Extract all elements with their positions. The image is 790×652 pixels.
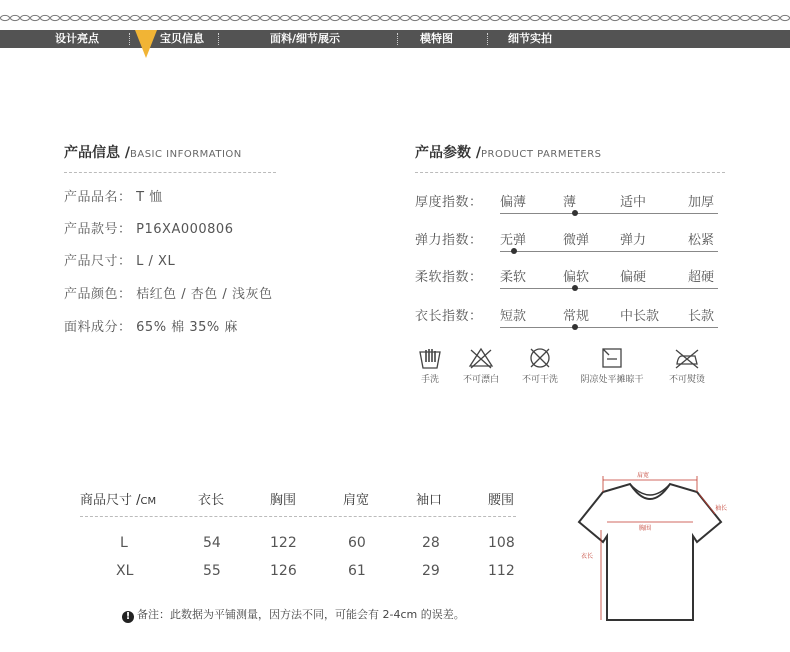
table-cell: 60 bbox=[348, 535, 366, 551]
table-cell: 55 bbox=[203, 563, 221, 579]
table-cell: 28 bbox=[422, 535, 440, 551]
product-params-title: 产品参数 /PRODUCT PARMETERS bbox=[415, 145, 602, 161]
size-col-length: 衣长 bbox=[198, 493, 225, 508]
nav-item-design-highlights[interactable]: 设计亮点 bbox=[55, 32, 99, 45]
param-option: 微弹 bbox=[563, 233, 590, 248]
size-label: L bbox=[120, 535, 128, 551]
no-iron-icon bbox=[673, 346, 701, 370]
param-option: 偏软 bbox=[563, 270, 590, 285]
info-row-style-number: 产品款号： P16XA000806 bbox=[64, 222, 234, 237]
sleeve-measure-line bbox=[699, 494, 715, 514]
param-option: 无弹 bbox=[500, 233, 527, 248]
info-row-fabric: 面料成分： 65% 棉 35% 麻 bbox=[64, 320, 238, 335]
size-table-title: 商品尺寸 /CM bbox=[80, 493, 157, 508]
nav-separator bbox=[218, 33, 219, 45]
param-option: 松紧 bbox=[688, 233, 715, 248]
table-cell: 122 bbox=[270, 535, 297, 551]
size-label: XL bbox=[116, 563, 134, 579]
param-label: 弹力指数： bbox=[415, 233, 483, 248]
param-label: 柔软指数： bbox=[415, 270, 483, 285]
tshirt-measurement-diagram bbox=[575, 470, 728, 630]
table-cell: 126 bbox=[270, 563, 297, 579]
dry-flat-shade-icon bbox=[600, 346, 624, 370]
sleeve-label: 袖长 bbox=[715, 505, 728, 512]
nav-separator bbox=[487, 33, 488, 45]
table-cell: 108 bbox=[488, 535, 515, 551]
param-label: 厚度指数： bbox=[415, 195, 483, 210]
param-option: 偏薄 bbox=[500, 195, 527, 210]
tshirt-collar bbox=[630, 484, 670, 495]
param-option: 中长款 bbox=[620, 309, 660, 324]
param-selected-marker bbox=[572, 210, 578, 216]
param-option: 超硬 bbox=[688, 270, 715, 285]
param-scale-line bbox=[500, 288, 718, 289]
nav-item-detail-shots[interactable]: 细节实拍 bbox=[508, 32, 552, 45]
param-selected-marker bbox=[511, 248, 517, 254]
hand-wash-icon bbox=[418, 346, 442, 370]
care-dry-flat-shade: 阴凉处平摊晾干 bbox=[574, 346, 650, 385]
info-row-name: 产品品名： T 恤 bbox=[64, 190, 163, 205]
info-divider bbox=[64, 172, 276, 173]
info-row-color: 产品颜色： 桔红色 / 杏色 / 浅灰色 bbox=[64, 287, 273, 302]
param-option: 常规 bbox=[563, 309, 590, 324]
param-option: 偏硬 bbox=[620, 270, 647, 285]
nav-separator bbox=[397, 33, 398, 45]
param-option: 短款 bbox=[500, 309, 527, 324]
params-divider bbox=[415, 172, 725, 173]
param-selected-marker bbox=[572, 324, 578, 330]
param-option: 弹力 bbox=[620, 233, 647, 248]
decorative-chain-border bbox=[0, 14, 790, 22]
param-option: 长款 bbox=[688, 309, 715, 324]
param-label: 衣长指数： bbox=[415, 309, 483, 324]
param-scale-line bbox=[500, 327, 718, 328]
param-scale-line bbox=[500, 251, 718, 252]
product-info-title: 产品信息 /BASIC INFORMATION bbox=[64, 145, 242, 161]
no-dry-clean-icon bbox=[528, 346, 552, 370]
length-label: 衣长 bbox=[581, 553, 594, 560]
nav-item-fabric-details[interactable]: 面料/细节展示 bbox=[270, 32, 341, 45]
size-col-shoulder: 肩宽 bbox=[343, 493, 370, 508]
param-option: 柔软 bbox=[500, 270, 527, 285]
active-nav-indicator bbox=[135, 30, 157, 58]
measurement-note: ! 备注：此数据为平铺测量，因方法不同，可能会有 2-4cm 的误差。 bbox=[122, 606, 465, 623]
care-no-iron: 不可熨烫 bbox=[662, 346, 712, 385]
top-nav-bar bbox=[0, 30, 790, 48]
param-selected-marker bbox=[572, 285, 578, 291]
table-cell: 54 bbox=[203, 535, 221, 551]
param-option: 适中 bbox=[620, 195, 647, 210]
table-cell: 61 bbox=[348, 563, 366, 579]
size-col-waist: 腰围 bbox=[488, 493, 515, 508]
size-table-divider bbox=[80, 516, 516, 517]
warning-icon: ! bbox=[122, 611, 134, 623]
param-option: 加厚 bbox=[688, 195, 715, 210]
care-no-dry-clean: 不可干洗 bbox=[515, 346, 565, 385]
size-col-cuff: 袖口 bbox=[416, 493, 443, 508]
no-bleach-icon bbox=[468, 346, 494, 370]
nav-item-model-photos[interactable]: 模特图 bbox=[420, 32, 453, 45]
info-row-size: 产品尺寸： L / XL bbox=[64, 254, 176, 269]
chest-label: 胸围 bbox=[639, 525, 652, 532]
param-option: 薄 bbox=[563, 195, 577, 210]
table-cell: 112 bbox=[488, 563, 515, 579]
care-no-bleach: 不可漂白 bbox=[456, 346, 506, 385]
size-col-chest: 胸围 bbox=[270, 493, 297, 508]
param-scale-line bbox=[500, 213, 718, 214]
tshirt-outline bbox=[579, 484, 721, 620]
table-cell: 29 bbox=[422, 563, 440, 579]
nav-item-product-info[interactable]: 宝贝信息 bbox=[160, 32, 204, 45]
care-hand-wash: 手洗 bbox=[410, 346, 450, 385]
shoulder-label: 肩宽 bbox=[637, 472, 650, 479]
nav-separator bbox=[129, 33, 130, 45]
